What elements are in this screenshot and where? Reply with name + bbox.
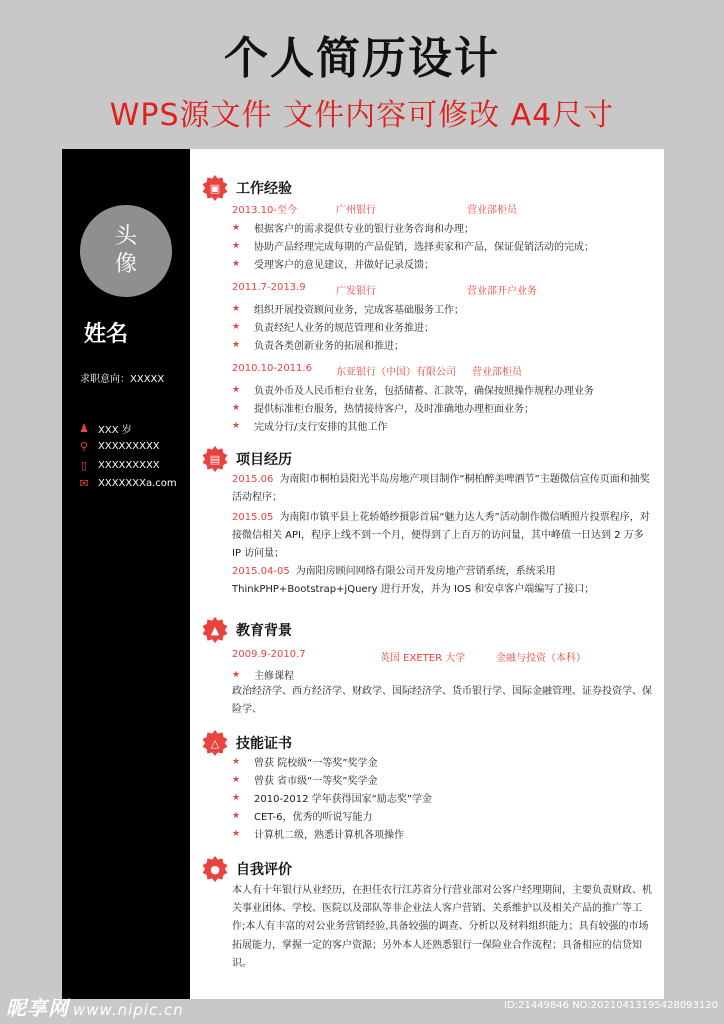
star-icon: ★: [232, 303, 241, 314]
list-item: [232, 772, 378, 787]
list-item-text: 负责各类创新业务的拓展和推进；: [254, 341, 404, 352]
section-work-title: 工作经验: [236, 181, 292, 197]
avatar-text: 头像: [114, 224, 137, 277]
briefcase-icon: ▣: [202, 175, 228, 201]
list-item: [232, 256, 434, 271]
mail-icon: ✉: [79, 477, 89, 491]
list-item-text: 协助产品经理完成每期的产品促销，选择卖家和产品，保证促销活动的完成；: [254, 242, 594, 253]
list-item: [232, 220, 474, 235]
contact-address-text: XXXXXXXXX: [98, 441, 160, 453]
star-icon: ★: [232, 420, 241, 431]
education-major: 金融与投资（本科）: [496, 653, 586, 664]
graduation-cap-icon: ▲: [202, 617, 228, 643]
section-work-header: [202, 175, 292, 201]
section-education-header: [202, 617, 292, 643]
certificate-icon: △: [202, 730, 228, 756]
list-item: [232, 382, 594, 397]
star-icon: ★: [232, 384, 241, 395]
star-icon: ★: [232, 321, 241, 332]
project-3-text: 为南阳房顾问网络有限公司开发房地产营销系统，系统采用 ThinkPHP+Bootstrap+jQuery 进行开发，并为 IOS 和安卓客户端编写了接口；: [232, 566, 595, 596]
candidate-name: 姓名: [84, 322, 129, 347]
star-icon: ★: [232, 258, 241, 269]
section-self-header: [202, 856, 292, 882]
contact-email-text: XXXXXXXa.com: [98, 478, 177, 490]
education-date: 2009.9-2010.7: [232, 649, 306, 660]
job-objective: 求职意向：XXXXX: [80, 374, 165, 385]
project-icon: ▤: [202, 446, 228, 472]
project-2-date: 2015.05: [232, 512, 274, 523]
contact-address: [76, 438, 177, 457]
project-2-text: 为南阳市镇平县上花轿婚纱摄影首届“魅力达人秀”活动制作微信晒照片投票程序，对接微信相关 API，程序上线不到一个月，便得到了上百万的访问量，其中峰值一日达到 2 万多 IP 访问量；: [232, 512, 650, 560]
banner-title: 个人简历设计: [224, 33, 500, 84]
project-1-text: 为南阳市桐柏县阳光半岛房地产项目制作“桐柏醉美啤酒节”主题微信宣传页面和抽奖活动程序；: [232, 474, 650, 504]
courses-text: 政治经济学、西方经济学、财政学、国际经济学、货币银行学、国际金融管理、证券投资学、保险学、: [232, 686, 652, 716]
contact-list: [76, 419, 177, 493]
project-3-date: 2015.04-05: [232, 566, 290, 577]
courses-label: 主修课程: [254, 671, 294, 682]
job-2-role: 营业部开户业务: [467, 286, 537, 297]
list-item: [232, 808, 372, 823]
project-1: [232, 471, 654, 507]
list-item: [232, 418, 387, 433]
job-3-role: 营业部柜员: [472, 367, 522, 378]
star-icon: ★: [232, 828, 241, 839]
watermark-url: www.nipic.cn: [73, 1001, 184, 1019]
contact-email: [76, 475, 177, 494]
list-item-text: 曾获 院校级“一等奖”奖学金: [254, 758, 378, 769]
star-icon: ★: [232, 339, 241, 350]
star-icon: ★: [232, 774, 241, 785]
list-item: [232, 826, 404, 841]
courses-label-row: [232, 667, 294, 682]
education-school: 英国 EXETER 大学: [380, 653, 466, 664]
star-icon: ★: [232, 792, 241, 803]
person-icon: ♟: [79, 421, 89, 435]
section-skills-header: [202, 730, 292, 756]
person-icon: ●: [202, 856, 228, 882]
list-item-text: 完成分行/支行安排的其他工作: [254, 422, 388, 433]
section-self-title: 自我评价: [236, 862, 292, 878]
list-item-text: 负责经纪人业务的规范管理和业务推进；: [254, 323, 434, 334]
contact-age: [76, 419, 177, 438]
location-pin-icon: ⚲: [79, 440, 89, 454]
avatar: [80, 205, 172, 297]
resume-sheet: [62, 149, 664, 999]
star-icon: ★: [232, 756, 241, 767]
project-1-date: 2015.06: [232, 474, 274, 485]
watermark-id: ID:21449846 NO:20210413195428093120: [504, 1000, 718, 1011]
star-icon: ★: [232, 810, 241, 821]
list-item: [232, 790, 432, 805]
watermark-logo: [6, 992, 184, 1021]
contact-age-text: XXX 岁: [98, 424, 132, 436]
star-icon: ★: [232, 402, 241, 413]
list-item-text: 组织开展投资顾问业务，完成客基础服务工作；: [254, 305, 464, 316]
star-icon: ★: [232, 222, 241, 233]
list-item-text: 受理客户的意见建议，并做好记录反馈；: [254, 260, 434, 271]
list-item: [232, 754, 378, 769]
list-item-text: 计算机二级，熟悉计算机各项操作: [254, 830, 404, 841]
list-item-text: 2010-2012 学年获得国家“励志奖”学金: [254, 794, 433, 805]
list-item-text: 根据客户的需求提供专业的银行业务咨询和办理；: [254, 224, 474, 235]
self-evaluation-text: 本人有十年银行从业经历，在担任农行江苏省分行营业部对公客户经理期间，主要负责财政、机关事业团体、学校、医院以及部队等非企业法人客户营销、关系维护以及相关产品的推广等工作;本人有丰富的对公业务营销经验,具备较强的调查、分析以及材料组织能力；具有较强的市场拓展能力，掌握一定的客户资源；另外本人还熟悉银行一保险业合作流程；具备相应的信贷知识。: [232, 885, 652, 969]
phone-icon: ▯: [80, 458, 88, 472]
job-2-company: 广发银行: [336, 286, 376, 297]
list-item-text: CET-6，优秀的听说写能力: [254, 812, 373, 823]
contact-phone-text: XXXXXXXXX: [98, 459, 160, 471]
banner-subtitle: WPS源文件 文件内容可修改 A4尺寸: [109, 98, 615, 133]
list-item: [232, 301, 464, 316]
list-item: [232, 238, 594, 253]
job-1-role: 营业部柜员: [467, 205, 517, 216]
star-icon: ★: [232, 669, 241, 680]
list-item: [232, 337, 404, 352]
job-1-company: 广州银行: [336, 205, 376, 216]
list-item: [232, 319, 434, 334]
job-2-date: 2011.7-2013.9: [232, 282, 306, 293]
job-1-date: 2013.10-至今: [232, 205, 297, 216]
project-2: [232, 509, 654, 564]
section-skills-title: 技能证书: [236, 736, 292, 752]
section-education-title: 教育背景: [236, 623, 292, 639]
star-icon: ★: [232, 240, 241, 251]
project-3: [232, 563, 654, 599]
list-item: [232, 400, 534, 415]
watermark-logo-text: 昵享网: [6, 996, 69, 1020]
list-item-text: 负责外币及人民币柜台业务，包括储蓄、汇款等，确保按照操作规程办理业务: [254, 386, 594, 397]
list-item-text: 提供标准柜台服务，热情接待客户，及时准确地办理柜面业务；: [254, 404, 534, 415]
job-3-date: 2010.10-2011.6: [232, 363, 312, 374]
section-projects-title: 项目经历: [236, 452, 292, 468]
section-projects-header: [202, 446, 292, 472]
sidebar: [62, 149, 190, 999]
contact-phone: [76, 456, 177, 475]
list-item-text: 曾获 省市级“一等奖”奖学金: [254, 776, 378, 787]
job-3-company: 东亚银行（中国）有限公司: [336, 367, 456, 378]
